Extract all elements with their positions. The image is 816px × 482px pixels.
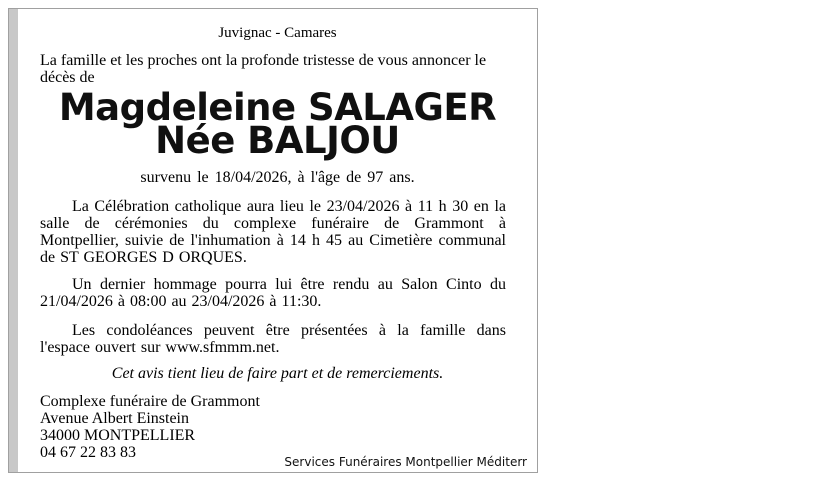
address-name: Complexe funéraire de Grammont: [40, 393, 260, 410]
address-phone: 04 67 22 83 83: [40, 444, 136, 461]
funeral-home-address: [40, 393, 260, 461]
footer-brand: Services Funéraires Montpellier Méditerr: [284, 455, 527, 469]
obituary-notice: [8, 8, 538, 473]
intro-text: La famille et les proches ont la profonde tristesse de vous annoncer le décès de: [40, 52, 487, 86]
closing-note: Cet avis tient lieu de faire part et de remerciements.: [111, 365, 444, 382]
death-info: survenu le 18/04/2026, à l'âge de 97 ans.: [140, 169, 415, 186]
deceased-name-line1: Magdeleine SALAGER: [58, 86, 497, 129]
address-street: Avenue Albert Einstein: [40, 410, 189, 427]
homage-paragraph: Un dernier hommage pourra lui être rendu au Salon Cinto du 21/04/2026 à 08:00 au 23/04/2026 à 11:30.: [40, 276, 506, 310]
left-accent-bar: [9, 9, 18, 472]
address-city: 34000 MONTPELLIER: [40, 427, 196, 444]
ceremony-paragraph: La Célébration catholique aura lieu le 23/04/2026 à 11 h 30 en la salle de cérémonies du complexe funéraire de Grammont à Montpellier, suivie de l'inhumation à 14 h 45 au Cimetière communal de ST GEORGES D ORQUES.: [40, 198, 506, 266]
condolences-paragraph: Les condoléances peuvent être présentées à la famille dans l'espace ouvert sur www.sfmmm.net.: [40, 322, 506, 356]
deceased-name-line2: Née BALJOU: [155, 119, 400, 162]
deceased-name: [18, 86, 537, 162]
location-header: Juvignac - Camares: [218, 25, 337, 41]
